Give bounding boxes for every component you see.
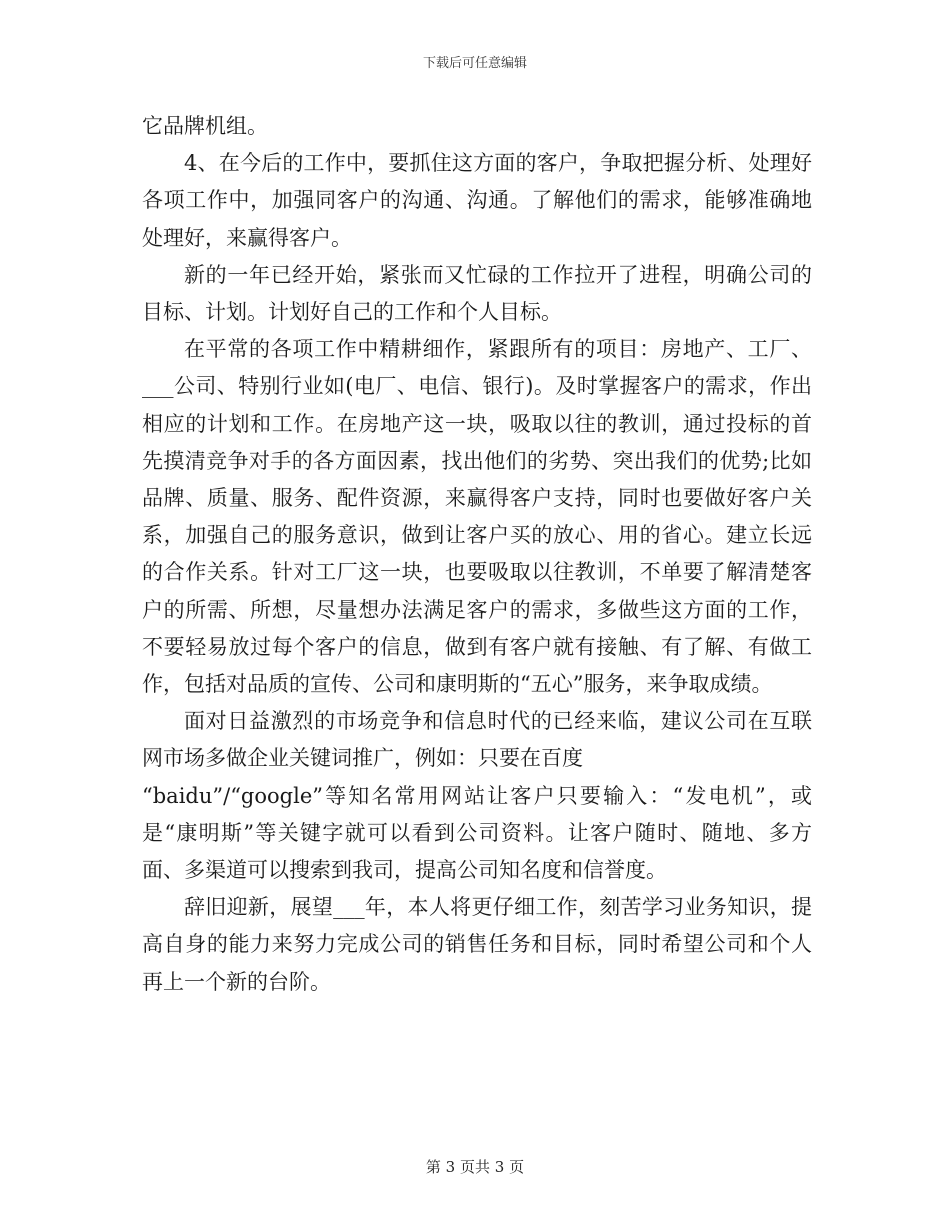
paragraph-continuation: 它品牌机组。 [142, 114, 268, 138]
paragraph-outlook: 辞旧迎新，展望___年，本人将更仔细工作，刻苦学习业务知识，提高自身的能力来努力完成公司的销售任务和目标，同时希望公司和个人再上一个新的台阶。 [142, 895, 812, 994]
document-body [142, 108, 812, 1001]
page-footer: 第 3 页共 3 页 [425, 1158, 525, 1176]
paragraph-internet-promotion: 面对日益激烈的市场竞争和信息时代的已经来临，建议公司在互联网市场多做企业关键词推广，例如：只要在百度 [142, 709, 812, 771]
paragraph-item-4: 4、在今后的工作中，要抓住这方面的客户，争取把握分析、处理好各项工作中，加强同客户的沟通、沟通。了解他们的需求，能够准确地处理好，来赢得客户。 [142, 151, 812, 250]
page-header: 下载后可任意编辑 [422, 56, 527, 71]
paragraph-new-year: 新的一年已经开始，紧张而又忙碌的工作拉开了进程，明确公司的目标、计划。计划好自己的工作和个人目标。 [142, 262, 812, 325]
paragraph-search-keywords: “baidu”/“google”等知名常用网站让客户只要输入：“发电机”，或是“康明斯”等关键字就可以看到公司资料。让客户随时、随地、多方面、多渠道可以搜索到我司，提高公司知名度和信誉度。 [142, 783, 812, 883]
paragraph-daily-work: 在平常的各项工作中精耕细作，紧跟所有的项目：房地产、工厂、___公司、特别行业如(电厂、电信、银行)。及时掌握客户的需求，作出相应的计划和工作。在房地产这一块，吸取以往的教训，通过投标的首先摸清竞争对手的各方面因素，找出他们的劣势、突出我们的优势;比如品牌、质量、服务、配件资源，来赢得客户支持，同时也要做好客户关系，加强自己的服务意识，做到让客户买的放心、用的省心。建立长远的合作关系。针对工厂这一块，也要吸取以往教训，不单要了解清楚客户的所需、所想，尽量想办法满足客户的需求，多做些这方面的工作，不要轻易放过每个客户的信息，做到有客户就有接触、有了解、有做工作，包括对品质的宣传、公司和康明斯的“五心”服务，来争取成绩。 [142, 337, 812, 697]
